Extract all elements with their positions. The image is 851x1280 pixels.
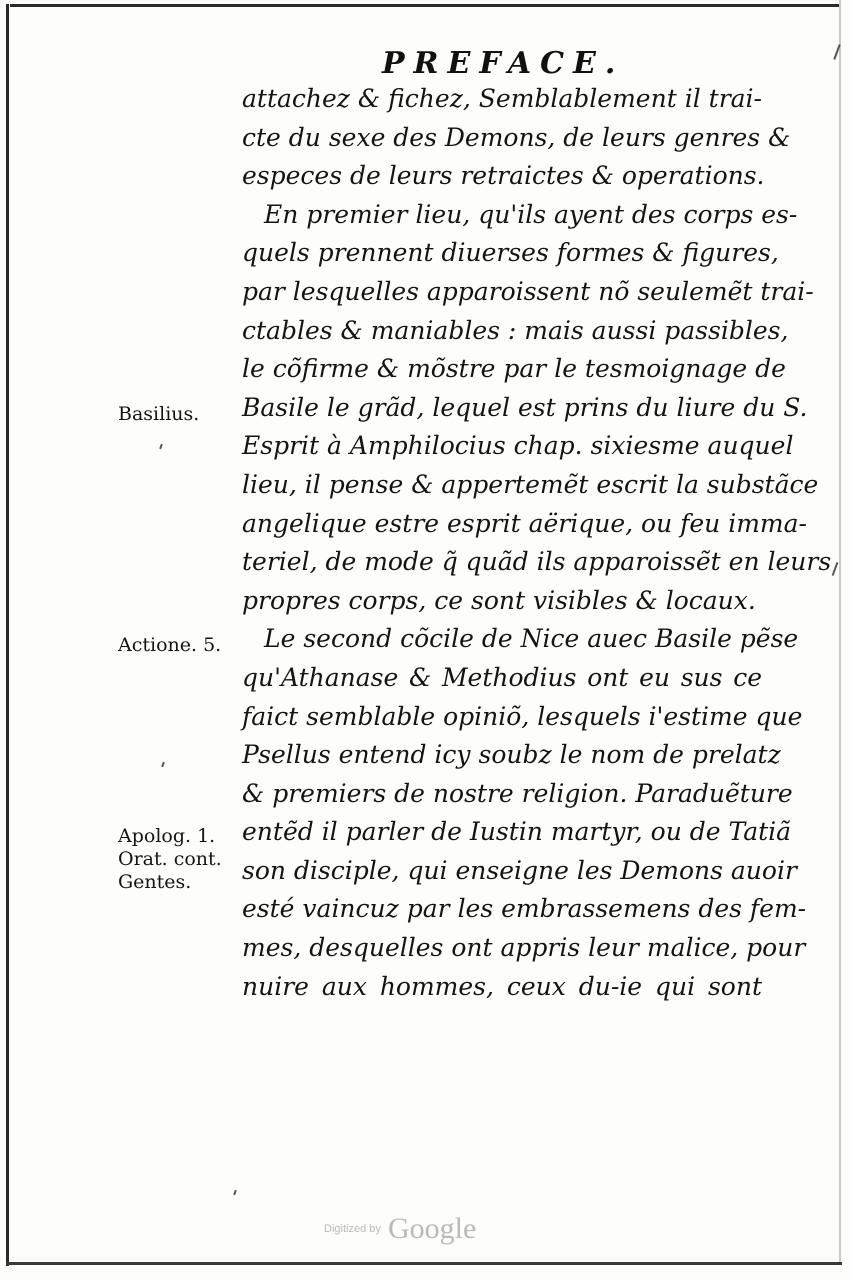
text-line: entẽd il parler de Iustin martyr, ou de Tatiã [242,817,792,847]
margin-note-orat-cont: Orat. cont. [118,848,222,870]
text-line: Le second cõcile de Nice auec Basile pẽse [264,624,799,654]
text-line: ctables & maniables : mais aussi passibles, [242,315,789,345]
page-edge-right [839,0,841,1262]
ink-speck [161,762,165,767]
text-line: faict semblable opiniõ, lesquels i'estime que [242,701,803,731]
text-line: le cõfirme & mõstre par le tesmoignage de [242,354,786,384]
page-edge-bottom [6,1262,842,1265]
text-line: esté vaincuz par les embrassemens des fem- [242,894,807,924]
body-text [242,80,832,1006]
text-line: par lesquelles apparoissent nõ seulemẽt trai- [242,276,814,306]
margin-note-basilius: Basilius. [118,403,200,425]
text-line: qu'Athanase & Methodius ont eu sus ce [242,662,762,692]
ink-speck [159,444,163,449]
page-edge-top [10,4,840,7]
text-line: lieu, il pense & appertemẽt escrit la substãce [242,469,819,499]
text-line: teriel, de mode q̃ quãd ils apparoissẽt en leurs [242,547,832,577]
text-line: Basile le grãd, lequel est prins du liure du S. [242,392,808,422]
margin-note-gentes: Gentes. [118,871,192,893]
text-line: especes de leurs retraictes & operations. [242,161,765,191]
text-line: son disciple, qui enseigne les Demons auoir [242,855,797,885]
text-line: cte du sexe des Demons, de leurs genres & [242,122,791,152]
text-line: propres corps, ce sont visibles & locaux. [242,585,756,615]
watermark-brand: Google [387,1212,477,1245]
text-line: Esprit à Amphilocius chap. sixiesme auquel [242,431,794,461]
text-line: En premier lieu, qu'ils ayent des corps es- [264,199,798,229]
margin-note-apolog: Apolog. 1. [118,825,216,847]
text-line: & premiers de nostre religion. Paraduẽture [242,778,793,808]
ink-speck [233,1190,237,1195]
text-line: attachez & fichez, Semblablement il trai- [242,84,762,113]
text-line: mes, desquelles ont appris leur malice, pour [242,933,806,963]
running-head: PREFACE. [382,46,625,81]
margin-note-actione: Actione. 5. [118,634,222,656]
page-edge-left [6,4,9,1266]
text-line: quels prennent diuerses formes & figures, [242,238,779,268]
text-line: Psellus entend icy soubz le nom de prelatz [242,740,781,770]
text-line: nuire aux hommes, ceux du-ie qui sont [242,971,762,1001]
digitized-watermark [324,1212,476,1246]
text-line: angelique estre esprit aërique, ou feu imma- [242,508,807,538]
ink-speck [832,562,839,576]
watermark-prefix: Digitized by [324,1223,381,1235]
